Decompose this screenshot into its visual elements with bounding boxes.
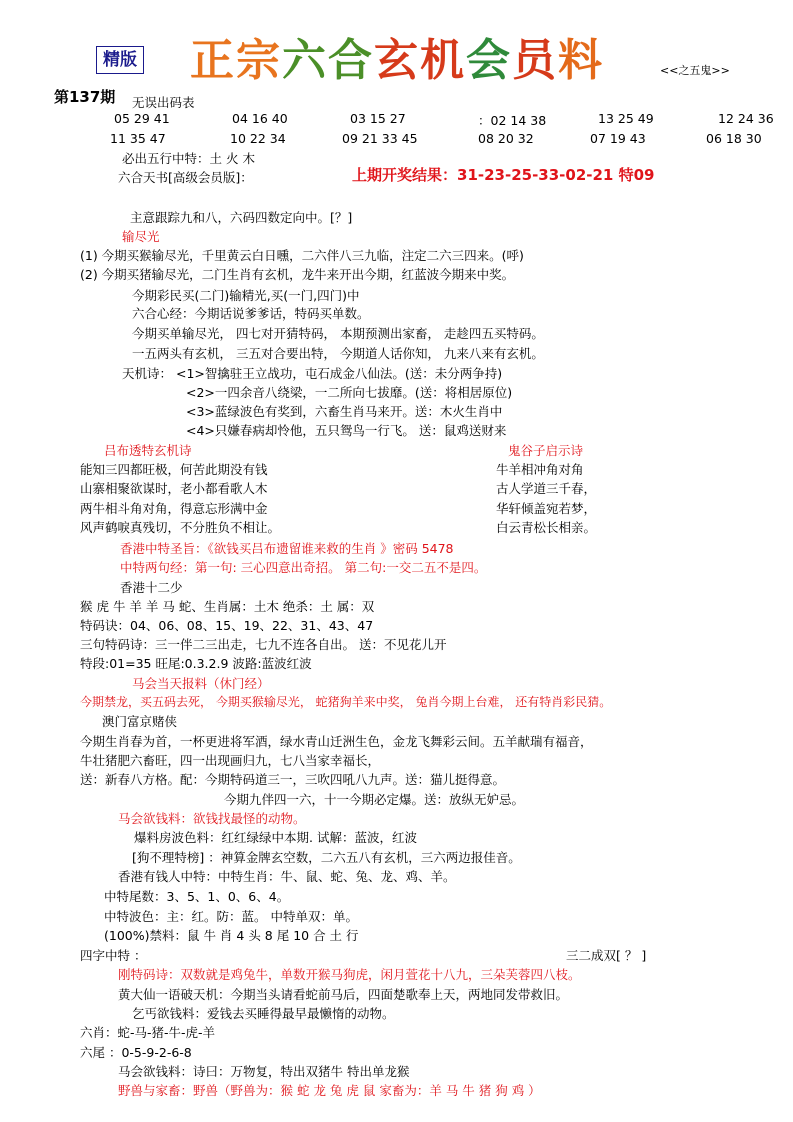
poem-right-line: 白云青松长相亲。 bbox=[496, 520, 597, 535]
wild-domestic: 野兽与家畜：野兽（野兽为：猴 蛇 龙 兔 虎 鼠 家畜为：羊 马 牛 猪 狗 鸡 ） bbox=[118, 1083, 541, 1098]
main-line: 主意跟踪九和八，六码四数定向中。[？] bbox=[130, 210, 353, 225]
three-sentences: 三句特码诗：三一伴二三出走，七九不连各自出。 送：不见花儿开 bbox=[80, 637, 447, 652]
six-tails: 六尾 ：0-5-9-2-6-8 bbox=[80, 1045, 192, 1060]
poem-left-line: 山寨相聚欲谋时，老小都看歌人木 bbox=[80, 481, 268, 496]
title-part-6: 料 bbox=[558, 35, 604, 86]
burst-color: 爆料房波色料：红红绿绿中本期. 试解：蓝波，红波 bbox=[134, 830, 417, 845]
macau-line: 牛壮猪肥六畜旺，四一出现画归九，七八当家幸福长， bbox=[80, 753, 381, 768]
guigu-title: 鬼谷子启示诗 bbox=[508, 443, 584, 458]
title-part-3: 玄机 bbox=[374, 35, 466, 86]
code-cell: 04 16 40 bbox=[232, 111, 288, 126]
code-cell: 06 18 30 bbox=[706, 131, 762, 146]
code-cell: 11 35 47 bbox=[110, 131, 166, 146]
title-part-5: 员 bbox=[512, 35, 558, 86]
text-line: 今期买单输尽光， 四七对开猜特码， 本期预测出家畜， 走趁四五买特码。 bbox=[132, 326, 544, 341]
text-line: (1) 今期买猴输尽光，千里黄云白日曛，二六伴八三九临，注定二六三四来。(呼) bbox=[80, 248, 524, 263]
three-two: 三二成双[ ？ ] bbox=[566, 948, 647, 963]
code-cell: 05 29 41 bbox=[114, 111, 170, 126]
tianji-line: <1>智擒驻王立战功，屯石成金八仙法。(送：未分两争持) bbox=[176, 366, 503, 381]
poem-right-line: 牛羊相冲角对角 bbox=[496, 462, 584, 477]
dog-poem: [狗不理特榜] ：神算金牌玄空数，二六五八有玄机，三六两边报佳音。 bbox=[132, 850, 521, 865]
text-line: 六合心经：今期话说爹爹话，特码买单数。 bbox=[132, 306, 370, 321]
hk12-label: 香港十二少 bbox=[120, 580, 183, 595]
horse-money-2: 马会欲钱料：诗曰：万物复，特出双猪牛 特出单龙猴 bbox=[118, 1064, 410, 1079]
code-cell: 08 20 32 bbox=[478, 131, 534, 146]
title-part-1: 正宗 bbox=[190, 35, 282, 86]
edition-badge: 精版 bbox=[96, 46, 144, 74]
tianji-line: <3>蓝绿波色有奖到，六畜生肖马来开。送：木火生肖中 bbox=[186, 404, 503, 419]
tianji-label: 天机诗： bbox=[122, 366, 173, 381]
poem-left-line: 风声鹤唳真残切，不分胜负不相让。 bbox=[80, 520, 281, 535]
horse-line: 今期禁龙，买五码去死， 今期买猴输尽光， 蛇猪狗羊来中奖， 兔肖今期上台难， 还有特肖彩民猜。 bbox=[80, 695, 612, 709]
code-cell: ：02 14 38 bbox=[478, 113, 547, 128]
title-part-2: 六合 bbox=[282, 35, 374, 86]
macau-line: 今期生肖春为首，一杯更进将军酒，绿水青山迁洲生色，金龙飞舞彩云间。五羊献瑞有福音， bbox=[80, 734, 593, 749]
forbidden: (100%)禁料：鼠 牛 肖 4 头 8 尾 10 合 土 行 bbox=[104, 928, 359, 943]
wave-color: 中特波色：主：红。防：蓝。 中特单双：单。 bbox=[104, 909, 358, 924]
tail-numbers: 中特尾数：3、5、1、0、6、4。 bbox=[104, 889, 290, 904]
poem-right-line: 古人学道三千春， bbox=[496, 481, 597, 496]
code-cell: 10 22 34 bbox=[230, 131, 286, 146]
text-line: 一五两头有玄机， 三五对合要出特， 今期道人话你知， 九来八来有玄机。 bbox=[132, 346, 544, 361]
four-char: 四字中特 ： bbox=[80, 948, 147, 963]
five-elements: 必出五行中特：土 火 木 bbox=[122, 151, 255, 166]
text-line: 今期彩民买(二门)输精光,买(一门,四门)中 bbox=[132, 288, 360, 303]
horse-title: 马会当天报料（休门经） bbox=[132, 676, 270, 691]
special-segment: 特段:01=35 旺尾:0.3.2.9 波路:蓝波红波 bbox=[80, 656, 312, 671]
poem-right-line: 华轩倾盖宛若梦， bbox=[496, 501, 597, 516]
text-line: (2) 今期买猪输尽光，二门生肖有玄机，龙牛来开出今期，红蓝波今期来中奖。 bbox=[80, 267, 515, 282]
code-cell: 12 24 36 bbox=[718, 111, 774, 126]
macau-label: 澳门富京赌侠 bbox=[102, 714, 178, 729]
tianji-line: <4>只嫌春病却怜他，五只鸳鸟一行飞。 送：鼠鸡送财来 bbox=[186, 423, 507, 438]
lvbu-title: 吕布透特玄机诗 bbox=[104, 443, 192, 458]
two-sentences: 中特两句经：第一句: 三心四意出奇招。 第二句:一交二五不是四。 bbox=[120, 560, 487, 575]
special-codes: 特码诀：04、06、08、15、19、22、31、43、47 bbox=[80, 618, 374, 633]
hk-hint: 香港中特圣旨：《欲钱买吕布遗留谁来救的生肖 》密码 5478 bbox=[120, 541, 454, 556]
code-cell: 03 15 27 bbox=[350, 111, 406, 126]
last-result: 上期开奖结果：31-23-25-33-02-21 特09 bbox=[352, 166, 655, 184]
poem-left-line: 两牛相斗角对角，得意忘形满中金 bbox=[80, 501, 268, 516]
issue-number: 第137期 bbox=[54, 88, 116, 106]
six-animals: 六肖：蛇-马-猪-牛-虎-羊 bbox=[80, 1025, 216, 1040]
page-title bbox=[190, 24, 604, 88]
code-cell: 13 25 49 bbox=[598, 111, 654, 126]
tianji-line: <2>一四余音八绕梁，一二所向七拔靡。(送：将相居原位) bbox=[186, 385, 513, 400]
section-title-1: 输尽光 bbox=[122, 229, 160, 244]
poem-left-line: 能知三四都旺极，何苦此期没有钱 bbox=[80, 462, 268, 477]
hk12-animals: 猴 虎 牛 羊 羊 马 蛇、生肖属：土木 绝杀：土 属：双 bbox=[80, 599, 375, 614]
code-cell: 07 19 43 bbox=[590, 131, 646, 146]
beggar-line: 乞丐欲钱料：爱钱去买睡得最早最懒惰的动物。 bbox=[132, 1006, 395, 1021]
tianshu-label: 六合天书[高级会员版]： bbox=[118, 170, 253, 185]
huang-line: 黄大仙一语破天机：今期当头请看蛇前马后，四面楚歌奉上天，两地同发带救旧。 bbox=[118, 987, 569, 1002]
author-tag: <<之五鬼>> bbox=[660, 64, 730, 77]
macau-line: 送：新春八方格。配：今期特码道三一，三吹四吼八九声。送：猫儿挺得意。 bbox=[80, 772, 506, 787]
hk-rich: 香港有钱人中特：中特生肖：牛、鼠、蛇、兔、龙、鸡、羊。 bbox=[118, 869, 456, 884]
code-table-title: 无误出码表 bbox=[132, 95, 195, 110]
horse-money: 马会欲钱料：欲钱找最怪的动物。 bbox=[118, 811, 306, 826]
title-part-4: 会 bbox=[466, 35, 512, 86]
gang-poem: 刚特码诗：双数就是鸡兔牛，单数开猴马狗虎，闲月萱花十八九，三朵芙蓉四八枝。 bbox=[118, 967, 581, 982]
nine-four: 今期九伴四一六，十一今期必定爆。送：放纵无妒忌。 bbox=[224, 792, 525, 807]
code-cell: 09 21 33 45 bbox=[342, 131, 418, 146]
